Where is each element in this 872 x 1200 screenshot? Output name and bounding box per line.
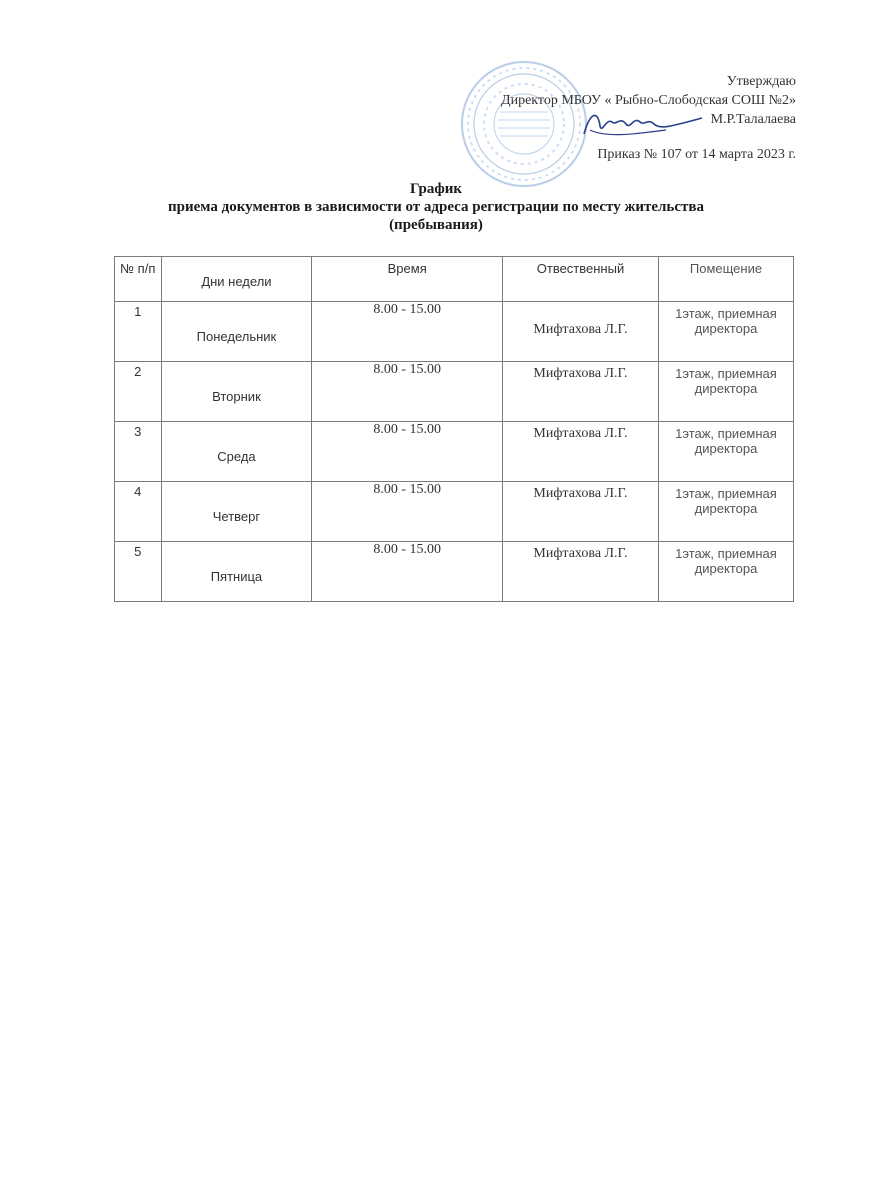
row-num: 4 (134, 484, 142, 499)
director-position: Директор МБОУ « Рыбно-Слободская СОШ №2» (501, 93, 796, 108)
table-row (115, 302, 794, 362)
row-room: 1этаж, приемная директора (675, 426, 777, 456)
approval-block (501, 72, 796, 164)
row-time: 8.00 - 15.00 (373, 302, 442, 317)
row-responsible: Мифтахова Л.Г. (533, 486, 628, 501)
row-room: 1этаж, приемная директора (675, 306, 777, 336)
row-num: 3 (134, 424, 142, 439)
title-line-3: (пребывания) (389, 217, 483, 233)
order-reference: Приказ № 107 от 14 марта 2023 г. (597, 147, 796, 162)
row-num: 5 (134, 544, 142, 559)
row-day: Пятница (210, 569, 263, 584)
table-header-row (115, 257, 794, 302)
approval-heading: Утверждаю (726, 74, 796, 89)
row-time: 8.00 - 15.00 (373, 542, 442, 557)
row-room: 1этаж, приемная директора (675, 366, 777, 396)
table-row (115, 542, 794, 602)
row-room: 1этаж, приемная директора (675, 546, 777, 576)
title-line-1: График (409, 181, 463, 197)
header-room: Помещение (658, 257, 793, 302)
header-time: Время (312, 257, 503, 302)
schedule-table (114, 256, 794, 602)
row-num: 1 (134, 304, 142, 319)
row-day: Четверг (212, 509, 261, 524)
table-row (115, 362, 794, 422)
document-title (0, 180, 872, 234)
table-row (115, 422, 794, 482)
row-num: 2 (134, 364, 142, 379)
row-day: Понедельник (196, 329, 277, 344)
row-day: Среда (217, 449, 256, 464)
title-line-2: приема документов в зависимости от адреса регистрации по месту жительства (167, 199, 704, 215)
row-time: 8.00 - 15.00 (373, 422, 442, 437)
row-responsible: Мифтахова Л.Г. (533, 322, 628, 337)
header-responsible: Отвественный (503, 257, 659, 302)
row-responsible: Мифтахова Л.Г. (533, 546, 628, 561)
table-row (115, 482, 794, 542)
row-time: 8.00 - 15.00 (373, 362, 442, 377)
director-name: М.Р.Талалаева (710, 112, 796, 127)
header-day: Дни недели (161, 257, 312, 302)
header-num: № п/п (115, 257, 162, 302)
row-day: Вторник (212, 389, 261, 404)
row-responsible: Мифтахова Л.Г. (533, 366, 628, 381)
row-time: 8.00 - 15.00 (373, 482, 442, 497)
row-responsible: Мифтахова Л.Г. (533, 426, 628, 441)
row-room: 1этаж, приемная директора (675, 486, 777, 516)
